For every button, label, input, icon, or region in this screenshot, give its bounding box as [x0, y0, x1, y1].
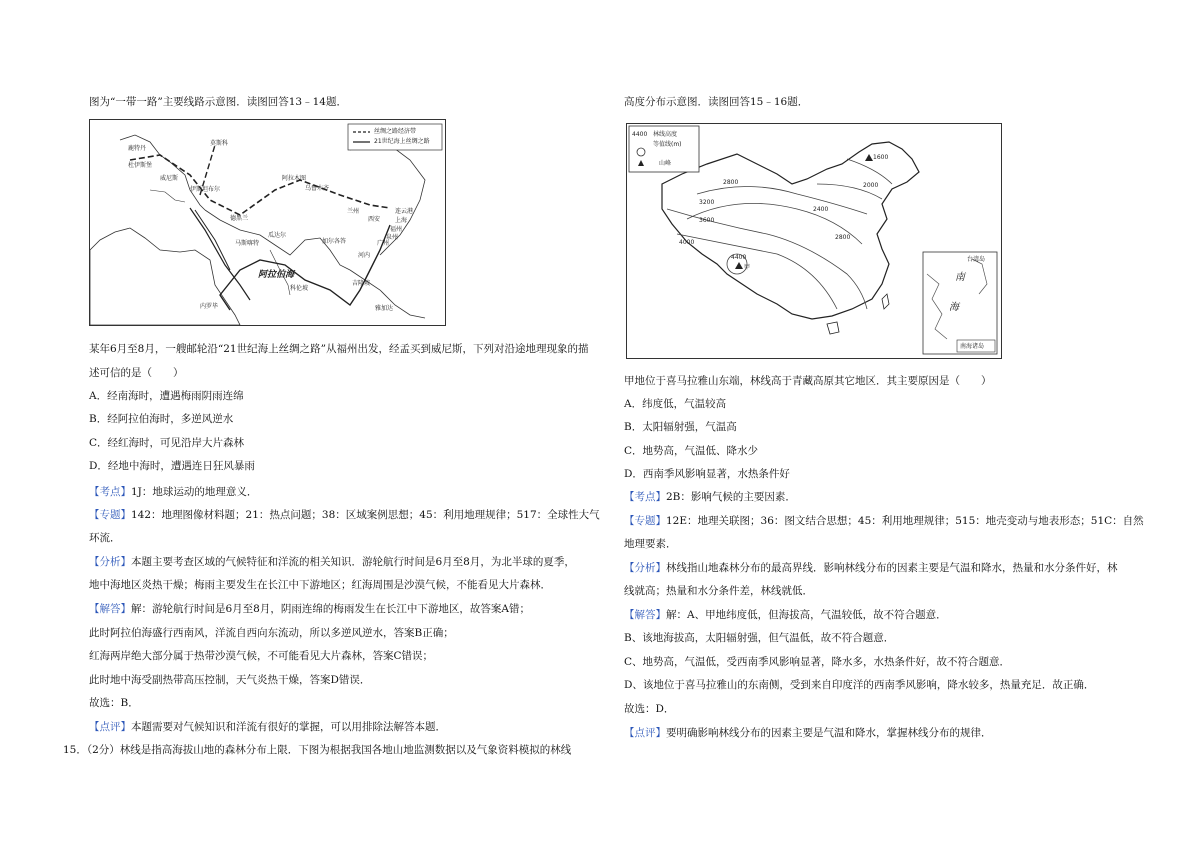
zhuanti-tag: 【专题】: [89, 509, 131, 521]
map-label: 鹿特丹: [128, 145, 147, 152]
jieda-tag: 【解答】: [89, 603, 131, 615]
zhuanti-line: [89, 504, 600, 528]
question-15-text: 15．（2分）林线是指高海拔山地的森林分布上限．下图为根据我国各地山地监测数据以及气象资料模拟的林线: [63, 744, 572, 756]
option-a-15: A．纬度低，气温较高: [624, 398, 727, 410]
map-label: 河内: [358, 252, 371, 259]
contour-label: 2000: [863, 182, 879, 189]
map-label: 科伦坡: [290, 285, 309, 292]
map-label-arabian-sea: 阿拉伯海: [258, 270, 295, 280]
contour-label: 4000: [679, 239, 695, 246]
dianping-line: [89, 716, 446, 740]
fenxi-tag: 【分析】: [89, 556, 131, 568]
dianping-tag: 【点评】: [624, 727, 666, 739]
zhuanti-text: 12E：地理关联图；36：图文结合思想；45：利用地理规律；515：地壳变动与地表形态；51C：自然: [666, 515, 1144, 527]
jieda-text-3: 红海两岸绝大部分属于热带沙漠气候，不可能看见大片森林，答案C错误；: [89, 650, 434, 662]
map-label: 伊斯坦布尔: [190, 186, 221, 193]
jieda-text: 解：A、甲地纬度低，但海拔高，气温较低，故不符合题意．: [666, 609, 947, 621]
dianping-text: 本题需要对气候知识和洋流有很好的掌握，可以用排除法解答本题．: [131, 721, 446, 733]
map-label: 瓜达尔: [268, 232, 287, 239]
map-label: 兰州: [347, 208, 360, 215]
contour-label: 3200: [699, 199, 715, 206]
jieda-text-2: 此时阿拉伯海盛行西南风，洋流自西向东流动，所以多逆风逆水，答案B正确；: [89, 627, 454, 639]
map-label: 吉隆坡: [352, 280, 371, 287]
dianping-tag: 【点评】: [89, 721, 131, 733]
fenxi-text: 林线指山地森林分布的最高界线．影响林线分布的因素主要是气温和降水，热量和水分条件好，林: [666, 562, 1118, 574]
answer-text-15: 故选：D．: [624, 703, 675, 715]
map-label: 福州: [390, 226, 403, 233]
option-d: D．经地中海时，遭遇连日狂风暴雨: [89, 460, 255, 472]
option-c-15: C．地势高，气温低、降水少: [624, 445, 759, 457]
map-label: 西安: [368, 216, 381, 223]
zhuanti-text: 142：地理图像材料题；21：热点问题；38：区域案例思想；45：利用地理规律；517：全球性大气: [131, 509, 600, 521]
inset-place: 台湾岛: [967, 256, 986, 263]
dianping-line-15: [624, 722, 992, 746]
map-label: 泉州: [386, 234, 399, 241]
jieda-line: [89, 598, 530, 622]
jieda-text-4: 此时地中海受副热带高压控制，天气炎热干燥，答案D错误．: [89, 674, 371, 686]
jieda-line-15: [624, 604, 947, 628]
fenxi-text-cont-15: 线就高；热量和水分条件差，林线就低．: [624, 585, 813, 597]
answer-text: 故选：B．: [89, 697, 139, 709]
zhuanti-line-15: [624, 510, 1144, 534]
option-a: A．经南海时，遭遇梅雨阴雨连绵: [89, 390, 244, 402]
question-15-body: 甲地位于喜马拉雅山东端，林线高于青藏高原其它地区．其主要原因是（ ）: [624, 375, 992, 387]
inset-title-1: 南: [955, 272, 965, 283]
map-label: 内罗毕: [200, 303, 219, 310]
contour-label: 3600: [699, 217, 715, 224]
kaodian-text: 2B：影响气候的主要因素．: [666, 491, 796, 503]
option-b: B．经阿拉伯海时，多逆风逆水: [89, 413, 234, 425]
fenxi-line-15: [624, 557, 1118, 581]
contour-label: 2800: [723, 179, 739, 186]
option-b-15: B．太阳辐射强，气温高: [624, 421, 737, 433]
map-label: 加尔各答: [322, 238, 347, 245]
question-13-text: 某年6月至8月，一艘邮轮沿“21世纪海上丝绸之路”从福州出发，经孟买到威尼斯，下列对沿途地理现象的描述可信的是（ ）: [89, 343, 589, 379]
jieda-text-3-15: C、地势高，气温低，受西南季风影响显著，降水多，水热条件好，故不符合题意．: [624, 656, 1011, 668]
kaodian-tag: 【考点】: [89, 486, 131, 498]
legend-title-2: 等值线(m): [653, 141, 682, 148]
map-label: 德黑兰: [230, 215, 249, 222]
kaodian-text: 1J：地球运动的地理意义．: [131, 486, 258, 498]
intro-text-right: 高度分布示意图．读图回答15﹣16题．: [624, 96, 809, 108]
contour-label: 2400: [813, 206, 829, 213]
fenxi-tag: 【分析】: [624, 562, 666, 574]
map-label: 乌鲁木齐: [305, 185, 330, 192]
legend-title: 林线高度: [653, 131, 678, 138]
kaodian-line-15: [624, 486, 796, 510]
fenxi-text-cont: 地中海地区炎热干燥；梅雨主要发生在长江中下游地区；红海周围是沙漠气候，不能看见大片森林．: [89, 579, 551, 591]
map-label: 马斯喀特: [235, 240, 260, 247]
jieda-text-4-15: D、该地位于喜马拉雅山的东南侧，受到来自印度洋的西南季风影响，降水较多，热量充足．故正确．: [624, 679, 1095, 691]
kaodian-tag: 【考点】: [624, 491, 666, 503]
option-c: C．经红海时，可见沿岸大片森林: [89, 437, 245, 449]
legend-sea-route: 21世纪海上丝绸之路: [374, 138, 430, 145]
map-label: 莫斯科: [210, 140, 229, 147]
map-label: 连云港: [395, 208, 414, 215]
map-label: 广州: [377, 240, 390, 247]
map-label: 威尼斯: [160, 175, 179, 182]
jieda-text-2-15: B、该地海拔高，太阳辐射强，但气温低，故不符合题意．: [624, 632, 895, 644]
contour-label: 4400: [731, 254, 747, 261]
map-label: 上海: [395, 217, 408, 224]
kaodian-line: [89, 481, 257, 505]
option-d-15: D．西南季风影响显著，水热条件好: [624, 468, 790, 480]
point-jia: 甲: [744, 264, 751, 271]
legend-value: 4400: [632, 131, 648, 138]
inset-title-2: 海: [949, 302, 959, 313]
intro-text: 图为“一带一路”主要线路示意图．读图回答13﹣14题．: [89, 96, 347, 108]
legend-peak: 山峰: [659, 160, 672, 167]
legend-land-route: 丝绸之路经济带: [374, 128, 417, 135]
zhuanti-text-cont-15: 地理要素．: [624, 538, 677, 550]
fenxi-text: 本题主要考查区域的气候特征和洋流的相关知识．游轮航行时间是6月至8月，为北半球的夏季，: [131, 556, 575, 568]
contour-label: 2800: [835, 234, 851, 241]
belt-road-map: [89, 119, 446, 326]
jieda-text: 解：游轮航行时间是6月至8月，阴雨连绵的梅雨发生在长江中下游地区，故答案A错；: [131, 603, 530, 615]
map-label: 杜伊斯堡: [128, 162, 153, 169]
fenxi-line: [89, 551, 575, 575]
contour-label: 1600: [873, 154, 889, 161]
treeline-map: [626, 123, 1002, 359]
map-label: 阿拉木图: [282, 175, 307, 182]
inset-caption: 南海诸岛: [960, 343, 985, 350]
jieda-tag: 【解答】: [624, 609, 666, 621]
zhuanti-tag: 【专题】: [624, 515, 666, 527]
zhuanti-text-cont: 环流．: [89, 532, 121, 544]
map-label: 雅加达: [375, 305, 394, 312]
dianping-text: 要明确影响林线分布的因素主要是气温和降水，掌握林线分布的规律．: [666, 727, 992, 739]
